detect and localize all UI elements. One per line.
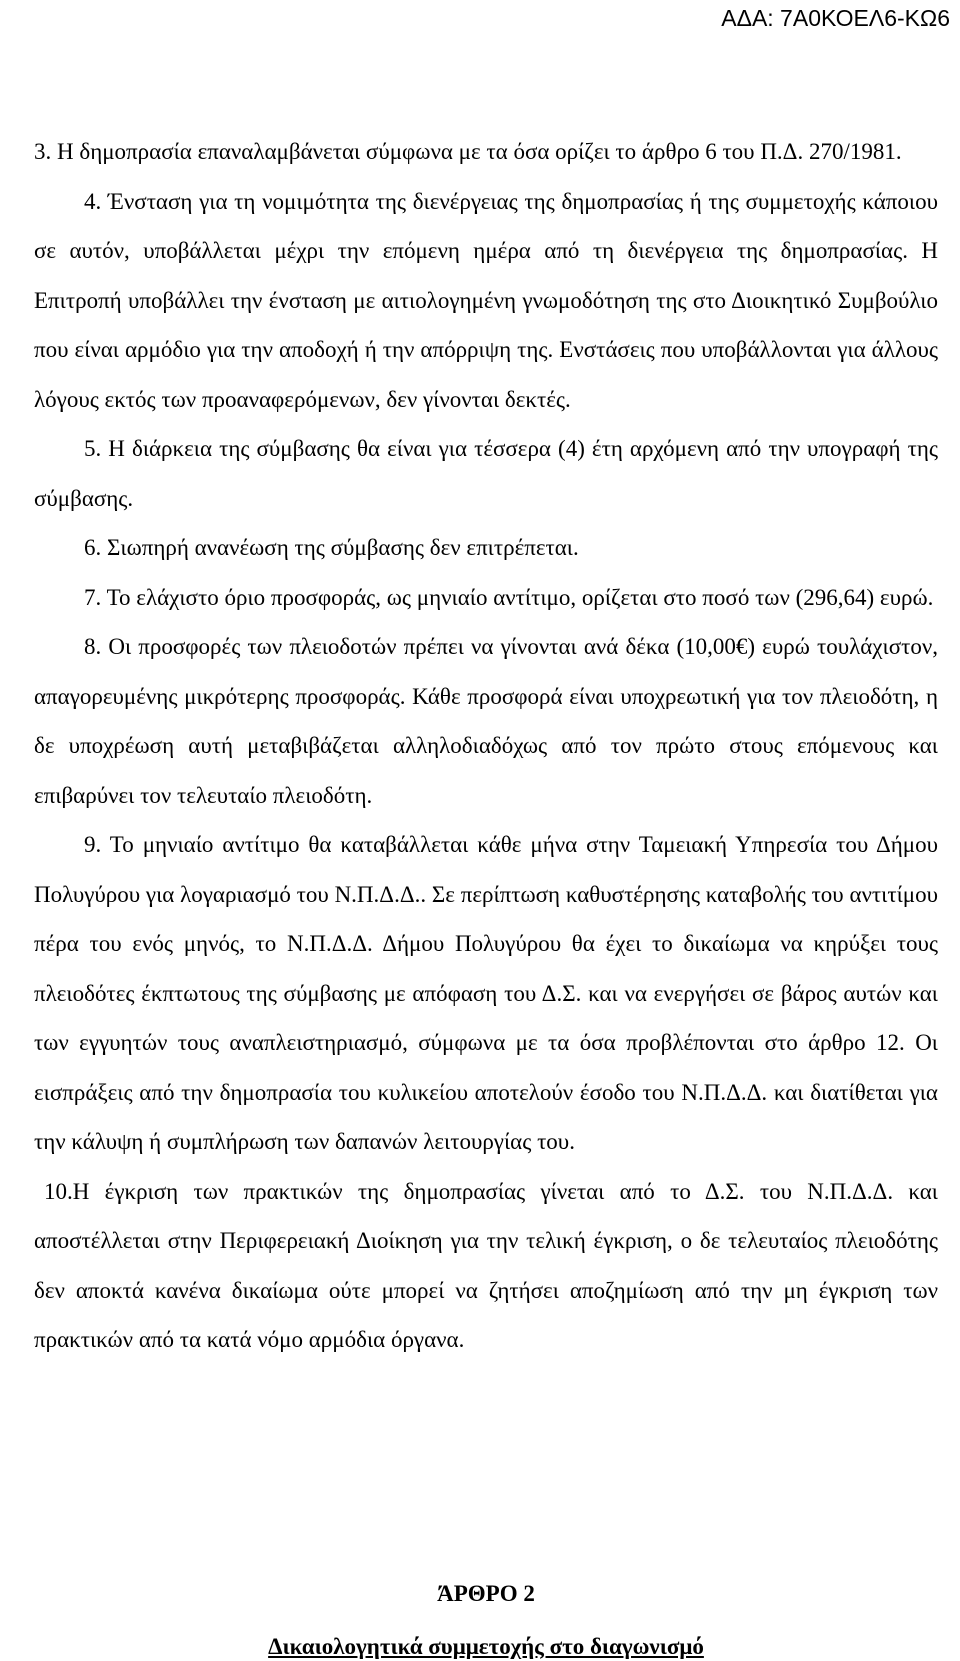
paragraph-6: 6. Σιωπηρή ανανέωση της σύμβασης δεν επιτρέπεται.	[84, 535, 579, 560]
ada-header: ΑΔΑ: 7Α0ΚΟΕΛ6-ΚΩ6	[721, 5, 950, 31]
paragraph-8: 8. Οι προσφορές των πλειοδοτών πρέπει να γίνονται ανά δέκα (10,00€) ευρώ τουλάχιστον, απαγορευμένης μικρότερης προσφοράς. Κάθε προσφορά είναι υποχρεωτική για τον πλειοδότη, η δε υποχρέωση αυτή μεταβιβάζεται αλληλοδιαδόχως από τον πρώτο στους επόμενους και επιβαρύνει τον τελευταίο πλειοδότη.	[34, 634, 938, 808]
paragraph-10: 10.Η έγκριση των πρακτικών της δημοπρασίας γίνεται από το Δ.Σ. του Ν.Π.Δ.Δ. και αποστέλλεται στην Περιφερειακή Διοίκηση για την τελική έγκριση, ο δε τελευταίος πλειοδότης δεν αποκτά κανένα δικαίωμα ούτε μπορεί να ζητήσει αποζημίωση από την μη έγκριση των πρακτικών από τα κατά νόμο αρμόδια όργανα.	[34, 1178, 938, 1352]
article-subtitle: Δικαιολογητικά συμμετοχής στο διαγωνισμό	[268, 1634, 704, 1659]
paragraph-3: 3. Η δημοπρασία επαναλαμβάνεται σύμφωνα με τα όσα ορίζει το άρθρο 6 του Π.Δ. 270/1981.	[34, 139, 902, 164]
paragraph-7: 7. Το ελάχιστο όριο προσφοράς, ως μηνιαίο αντίτιμο, ορίζεται στο ποσό των (296,64) ευρώ.	[84, 584, 934, 610]
paragraph-9: 9. Το μηνιαίο αντίτιμο θα καταβάλλεται κάθε μήνα στην Ταμειακή Υπηρεσία του Δήμου Πολυγύρου για λογαριασμό του Ν.Π.Δ.Δ.. Σε περίπτωση καθυστέρησης καταβολής του αντιτίμου πέρα του ενός μηνός, το Ν.Π.Δ.Δ. Δήμου Πολυγύρου θα έχει το δικαίωμα να κηρύξει τους πλειοδότες έκπτωτους της σύμβασης με απόφαση του Δ.Σ. και να ενεργήσει σε βάρος αυτών και των εγγυητών τους αναπλειστηριασμό, σύμφωνα με τα όσα προβλέπονται στο άρθρο 12. Οι εισπράξεις από την δημοπρασία του κυλικείου αποτελούν έσοδο του Ν.Π.Δ.Δ. και διατίθεται για την κάλυψη ή συμπλήρωση των δαπανών λειτουργίας του.	[34, 832, 938, 1154]
paragraph-4: 4. Ένσταση για τη νομιμότητα της διενέργειας της δημοπρασίας ή της συμμετοχής κάποιου σε αυτόν, υποβάλλεται μέχρι την επόμενη ημέρα από τη διενέργεια της δημοπρασίας. Η Επιτροπή υποβάλλει την ένσταση με αιτιολογημένη γνωμοδότηση της στο Διοικητικό Συμβούλιο που είναι αρμόδιο για την αποδοχή ή την απόρριψη της. Ενστάσεις που υποβάλλονται για άλλους λόγους εκτός των προαναφερόμενων, δεν γίνονται δεκτές.	[34, 188, 938, 412]
document-body	[34, 127, 938, 1365]
article-heading: ΆΡΘΡΟ 2	[437, 1581, 535, 1606]
paragraph-5: 5. Η διάρκεια της σύμβασης θα είναι για τέσσερα (4) έτη αρχόμενη από την υπογραφή της σύμβασης.	[34, 436, 938, 511]
